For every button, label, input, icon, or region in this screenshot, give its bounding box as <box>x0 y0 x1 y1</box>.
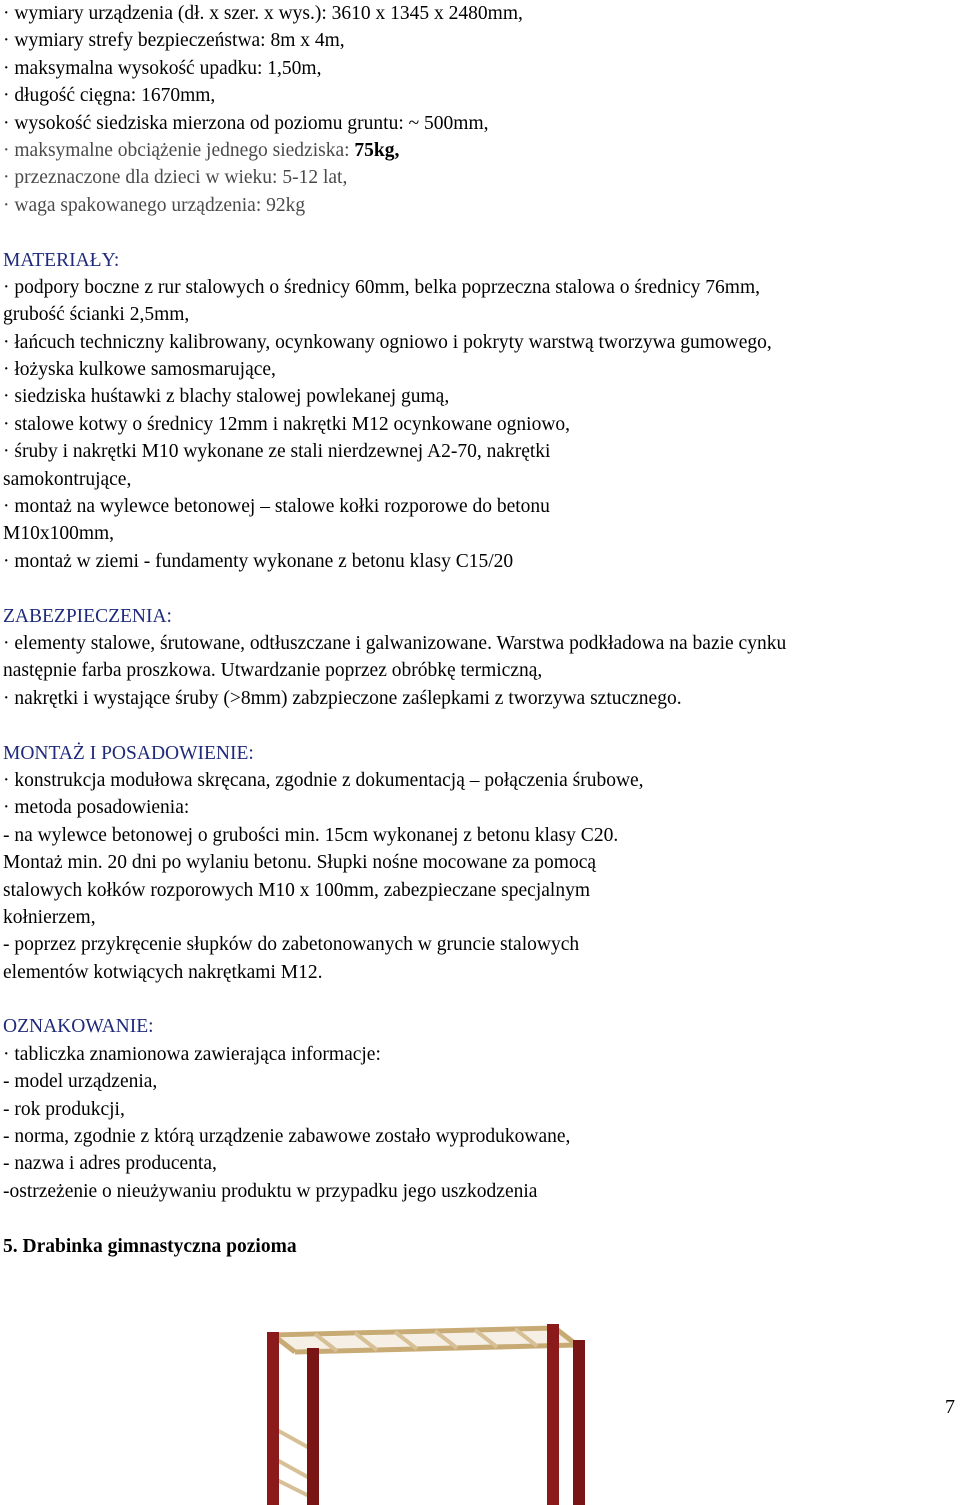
section-5-title: 5. Drabinka gimnastyczna pozioma <box>3 1235 297 1257</box>
zabezpieczenia-line: następnie farba proszkowa. Utwardzanie poprzez obróbkę termiczną, <box>3 660 543 682</box>
zabezpieczenia-line: · nakrętki i wystające śruby (>8mm) zabzpieczone zaślepkami z tworzywa sztucznego. <box>3 687 682 709</box>
spec-dimensions: · wymiary urządzenia (dł. x szer. x wys.): 3610 x 1345 x 2480mm, <box>3 3 523 24</box>
spec-max-load-label: · maksymalne obciążenie jednego siedziska: <box>3 139 355 161</box>
montaz-line: elementów kotwiących nakrętkami M12. <box>3 961 323 983</box>
oznakowanie-line: - rok produkcji, <box>3 1098 125 1120</box>
materialy-line: · montaż na wylewce betonowej – stalowe kołki rozporowe do betonu <box>3 496 550 518</box>
page-number: 7 <box>945 1396 955 1418</box>
materialy-line: M10x100mm, <box>3 523 115 545</box>
materialy-line: · montaż w ziemi - fundamenty wykonane z betonu klasy C15/20 <box>3 550 514 572</box>
spec-seat-height: · wysokość siedziska mierzona od poziomu gruntu: ~ 500mm, <box>3 112 489 134</box>
oznakowanie-line: -ostrzeżenie o nieużywaniu produktu w przypadku jego uszkodzenia <box>3 1180 538 1202</box>
oznakowanie-heading: OZNAKOWANIE: <box>3 1016 154 1038</box>
montaz-line: - na wylewce betonowej o grubości min. 15cm wykonanej z betonu klasy C20. <box>3 824 619 846</box>
materialy-line: · łańcuch techniczny kalibrowany, ocynkowany ogniowo i pokryty warstwą tworzywa gumowego, <box>3 331 772 353</box>
montaz-line: kołnierzem, <box>3 906 96 928</box>
montaz-line: · metoda posadowienia: <box>3 797 190 819</box>
montaz-heading: MONTAŻ I POSADOWIENIE: <box>3 742 254 764</box>
section-oznakowanie <box>3 1013 958 1205</box>
zabezpieczenia-heading: ZABEZPIECZENIA: <box>3 605 172 627</box>
spec-max-load-value: 75kg, <box>354 139 400 161</box>
spec-list <box>3 0 958 219</box>
materialy-line: grubość ścianki 2,5mm, <box>3 304 190 326</box>
montaz-line: - poprzez przykręcenie słupków do zabetonowanych w gruncie stalowych <box>3 934 580 956</box>
oznakowanie-line: - norma, zgodnie z którą urządzenie zabawowe zostało wyprodukowane, <box>3 1126 571 1148</box>
spec-max-load <box>3 137 958 164</box>
montaz-line: · konstrukcja modułowa skręcana, zgodnie z dokumentacją – połączenia śrubowe, <box>3 769 644 791</box>
materialy-line: · śruby i nakrętki M10 wykonane ze stali nierdzewnej A2-70, nakrętki <box>3 441 551 463</box>
spec-packed-weight: · waga spakowanego urządzenia: 92kg <box>3 194 306 216</box>
section-montaz <box>3 740 958 987</box>
materialy-line: · siedziska huśtawki z blachy stalowej powlekanej gumą, <box>3 386 450 408</box>
spec-age-range: · przeznaczone dla dzieci w wieku: 5-12 lat, <box>3 167 348 189</box>
montaz-line: Montaż min. 20 dni po wylaniu betonu. Słupki nośne mocowane za pomocą <box>3 852 597 874</box>
oznakowanie-line: - nazwa i adres producenta, <box>3 1153 217 1175</box>
section-materialy <box>3 247 958 576</box>
materialy-line: · stalowe kotwy o średnicy 12mm i nakrętki M12 ocynkowane ogniowo, <box>3 413 571 435</box>
document-page <box>3 0 958 1260</box>
oznakowanie-line: - model urządzenia, <box>3 1071 158 1093</box>
oznakowanie-line: · tabliczka znamionowa zawierająca informacje: <box>3 1043 381 1065</box>
materialy-line: · podpory boczne z rur stalowych o średnicy 60mm, belka poprzeczna stalowa o średnicy 76mm, <box>3 276 761 298</box>
monkey-bars-illustration <box>255 1310 695 1505</box>
spec-fall-height: · maksymalna wysokość upadku: 1,50m, <box>3 57 322 79</box>
materialy-heading: MATERIAŁY: <box>3 249 120 271</box>
section-zabezpieczenia <box>3 603 958 713</box>
spec-chain-length: · długość cięgna: 1670mm, <box>3 85 216 107</box>
materialy-line: · łożyska kulkowe samosmarujące, <box>3 359 276 381</box>
montaz-line: stalowych kołków rozporowych M10 x 100mm, zabezpieczane specjalnym <box>3 879 590 901</box>
zabezpieczenia-line: · elementy stalowe, śrutowane, odtłuszczane i galwanizowane. Warstwa podkładowa na bazie cynku <box>3 632 787 654</box>
materialy-line: samokontrujące, <box>3 468 132 490</box>
spec-safety-zone: · wymiary strefy bezpieczeństwa: 8m x 4m, <box>3 30 345 52</box>
